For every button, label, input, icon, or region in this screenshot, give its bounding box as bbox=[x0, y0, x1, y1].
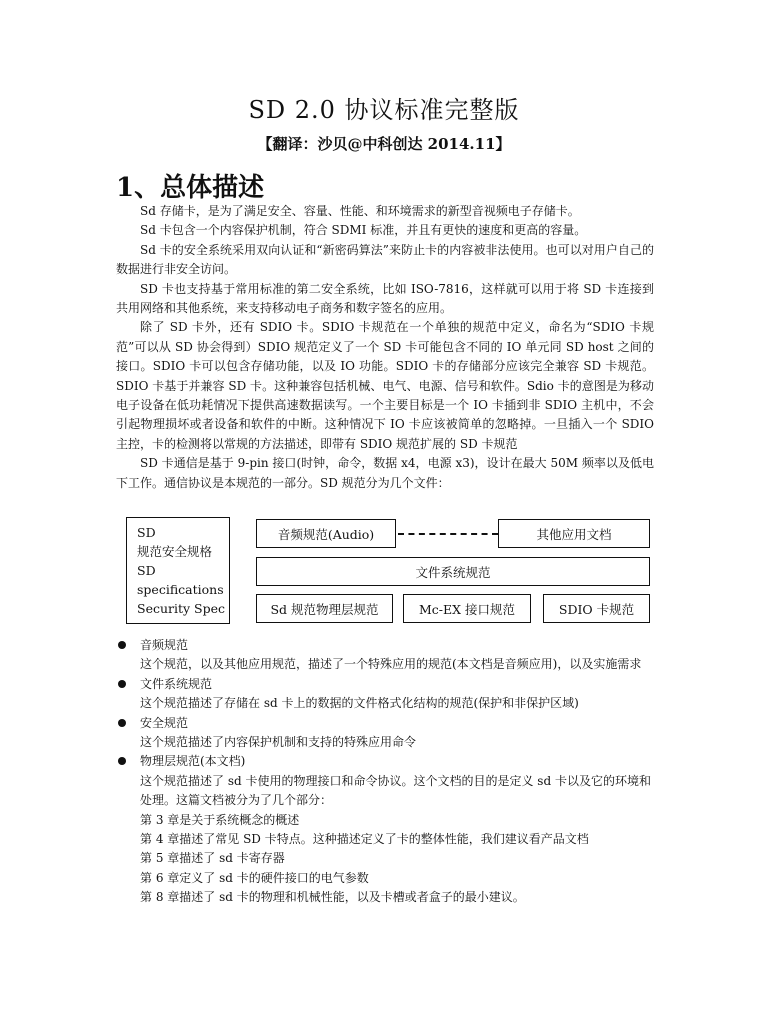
list-item-heading: 安全规范 bbox=[140, 715, 189, 730]
security-box-line: Security Spec bbox=[137, 601, 226, 616]
translator-credit: 【翻译：沙贝@中科创达 2014.11】 bbox=[257, 135, 511, 153]
paragraph: SD 卡通信是基于 9-pin 接口(时钟，命令，数据 x4，电源 x3)，设计在最大 50M 频率以及低电下工作。通信协议是本规范的一部分。SD 规范分为几个文件： bbox=[116, 456, 654, 490]
other-app-docs-label: 其他应用文档 bbox=[536, 526, 612, 542]
list-item-description: 这个规范描述了内容保护机制和支持的特殊应用命令 bbox=[140, 735, 417, 750]
paragraph: Sd 卡的安全系统采用双向认证和“新密码算法”来防止卡的内容被非法使用。也可以对用户自己的数据进行非安全访问。 bbox=[116, 242, 654, 277]
document-title: SD 2.0 协议标准完整版 bbox=[248, 96, 520, 124]
spec-bullet-list bbox=[118, 636, 658, 908]
security-spec-box bbox=[126, 517, 230, 624]
bullet-icon bbox=[118, 719, 126, 727]
security-box-line: SD bbox=[137, 563, 156, 578]
chapter-line: 第 3 章是关于系统概念的概述 bbox=[140, 812, 300, 827]
file-system-spec-box bbox=[256, 557, 650, 586]
physical-layer-spec-box bbox=[256, 594, 393, 623]
intro-body bbox=[116, 202, 654, 493]
dashed-connector bbox=[398, 533, 498, 535]
list-item-heading: 文件系统规范 bbox=[140, 676, 213, 691]
audio-spec-box bbox=[256, 519, 396, 548]
list-item-heading: 音频规范 bbox=[140, 638, 189, 652]
sdio-spec-box bbox=[543, 594, 650, 623]
list-item-description: 这个规范描述了存储在 sd 卡上的数据的文件格式化结构的规范(保护和非保护区域) bbox=[140, 696, 579, 711]
other-app-docs-box bbox=[498, 519, 650, 548]
list-item bbox=[118, 636, 658, 655]
chapter-line: 第 8 章描述了 sd 卡的物理和机械性能，以及卡槽或者盒子的最小建议。 bbox=[140, 890, 525, 905]
mcex-spec-label: Mc-EX 接口规范 bbox=[418, 601, 516, 617]
paragraph: Sd 存储卡，是为了满足安全、容量、性能、和环境需求的新型音视频电子存储卡。 bbox=[140, 204, 580, 218]
section-heading: 1、总体描述 bbox=[116, 173, 265, 203]
bullet-icon bbox=[118, 680, 126, 688]
bullet-icon bbox=[118, 641, 126, 649]
paragraph: 除了 SD 卡外，还有 SDIO 卡。SDIO 卡规范在一个单独的规范中定义，命名为“SDIO 卡规范”可以从 SD 协会得到）SDIO 规范定义了一个 SD 卡可能包含不同的 IO 单元同 SD host 之间的接口。SDIO 卡可以包含存储功能，以及 IO 功能。SDIO 卡的存储部分应该完全兼容 SD 卡规范。SDIO 卡基于并兼容 SD 卡。这种兼容包括机械、电气、电源、信号和软件。Sdio 卡的意图是为移动电子设备在低功耗情况下提供高速数据读写。一个主要目标是一个 IO 卡插到非 SDIO 主机中，不会引起物理损坏或者设备和软件的中断。这种情况下 IO 卡应该被简单的忽略掉。一旦插入一个 SDIO 主控，卡的检测将以常规的方法描述，即带有 SDIO 规范扩展的 SD 卡规范 bbox=[116, 320, 654, 451]
file-system-spec-label: 文件系统规范 bbox=[415, 564, 491, 580]
audio-spec-label: 音频规范(Audio) bbox=[277, 526, 375, 542]
physical-layer-spec-label: Sd 规范物理层规范 bbox=[270, 601, 379, 617]
list-item bbox=[118, 714, 658, 733]
chapter-line: 第 5 章描述了 sd 卡寄存器 bbox=[140, 851, 285, 866]
security-box-line: specifications bbox=[137, 582, 224, 597]
paragraph: SD 卡也支持基于常用标准的第二安全系统，比如 ISO-7816，这样就可以用于将 SD 卡连接到共用网络和其他系统，来支持移动电子商务和数字签名的应用。 bbox=[116, 281, 654, 316]
list-item bbox=[118, 752, 658, 771]
security-box-line: 规范安全规格 bbox=[137, 544, 213, 559]
list-item-heading: 物理层规范(本文档) bbox=[140, 754, 246, 769]
chapter-line: 第 6 章定义了 sd 卡的硬件接口的电气参数 bbox=[140, 870, 369, 885]
paragraph: Sd 卡包含一个内容保护机制，符合 SDMI 标准，并且有更快的速度和更高的容量。 bbox=[140, 223, 587, 238]
list-item-description: 这个规范描述了 sd 卡使用的物理接口和命令协议。这个文档的目的是定义 sd 卡以及它的环境和处理。这篇文档被分为了几个部分： bbox=[140, 773, 651, 808]
chapter-line: 第 4 章描述了常见 SD 卡特点。这种描述定义了卡的整体性能，我们建议看产品文档 bbox=[140, 832, 589, 847]
bullet-icon bbox=[118, 757, 126, 765]
mcex-spec-box bbox=[403, 594, 531, 623]
list-item bbox=[118, 675, 658, 694]
sdio-spec-label: SDIO 卡规范 bbox=[558, 601, 635, 617]
list-item-description: 这个规范，以及其他应用规范，描述了一个特殊应用的规范(本文档是音频应用)，以及实施需求 bbox=[140, 657, 642, 672]
security-box-line: SD bbox=[137, 525, 156, 540]
